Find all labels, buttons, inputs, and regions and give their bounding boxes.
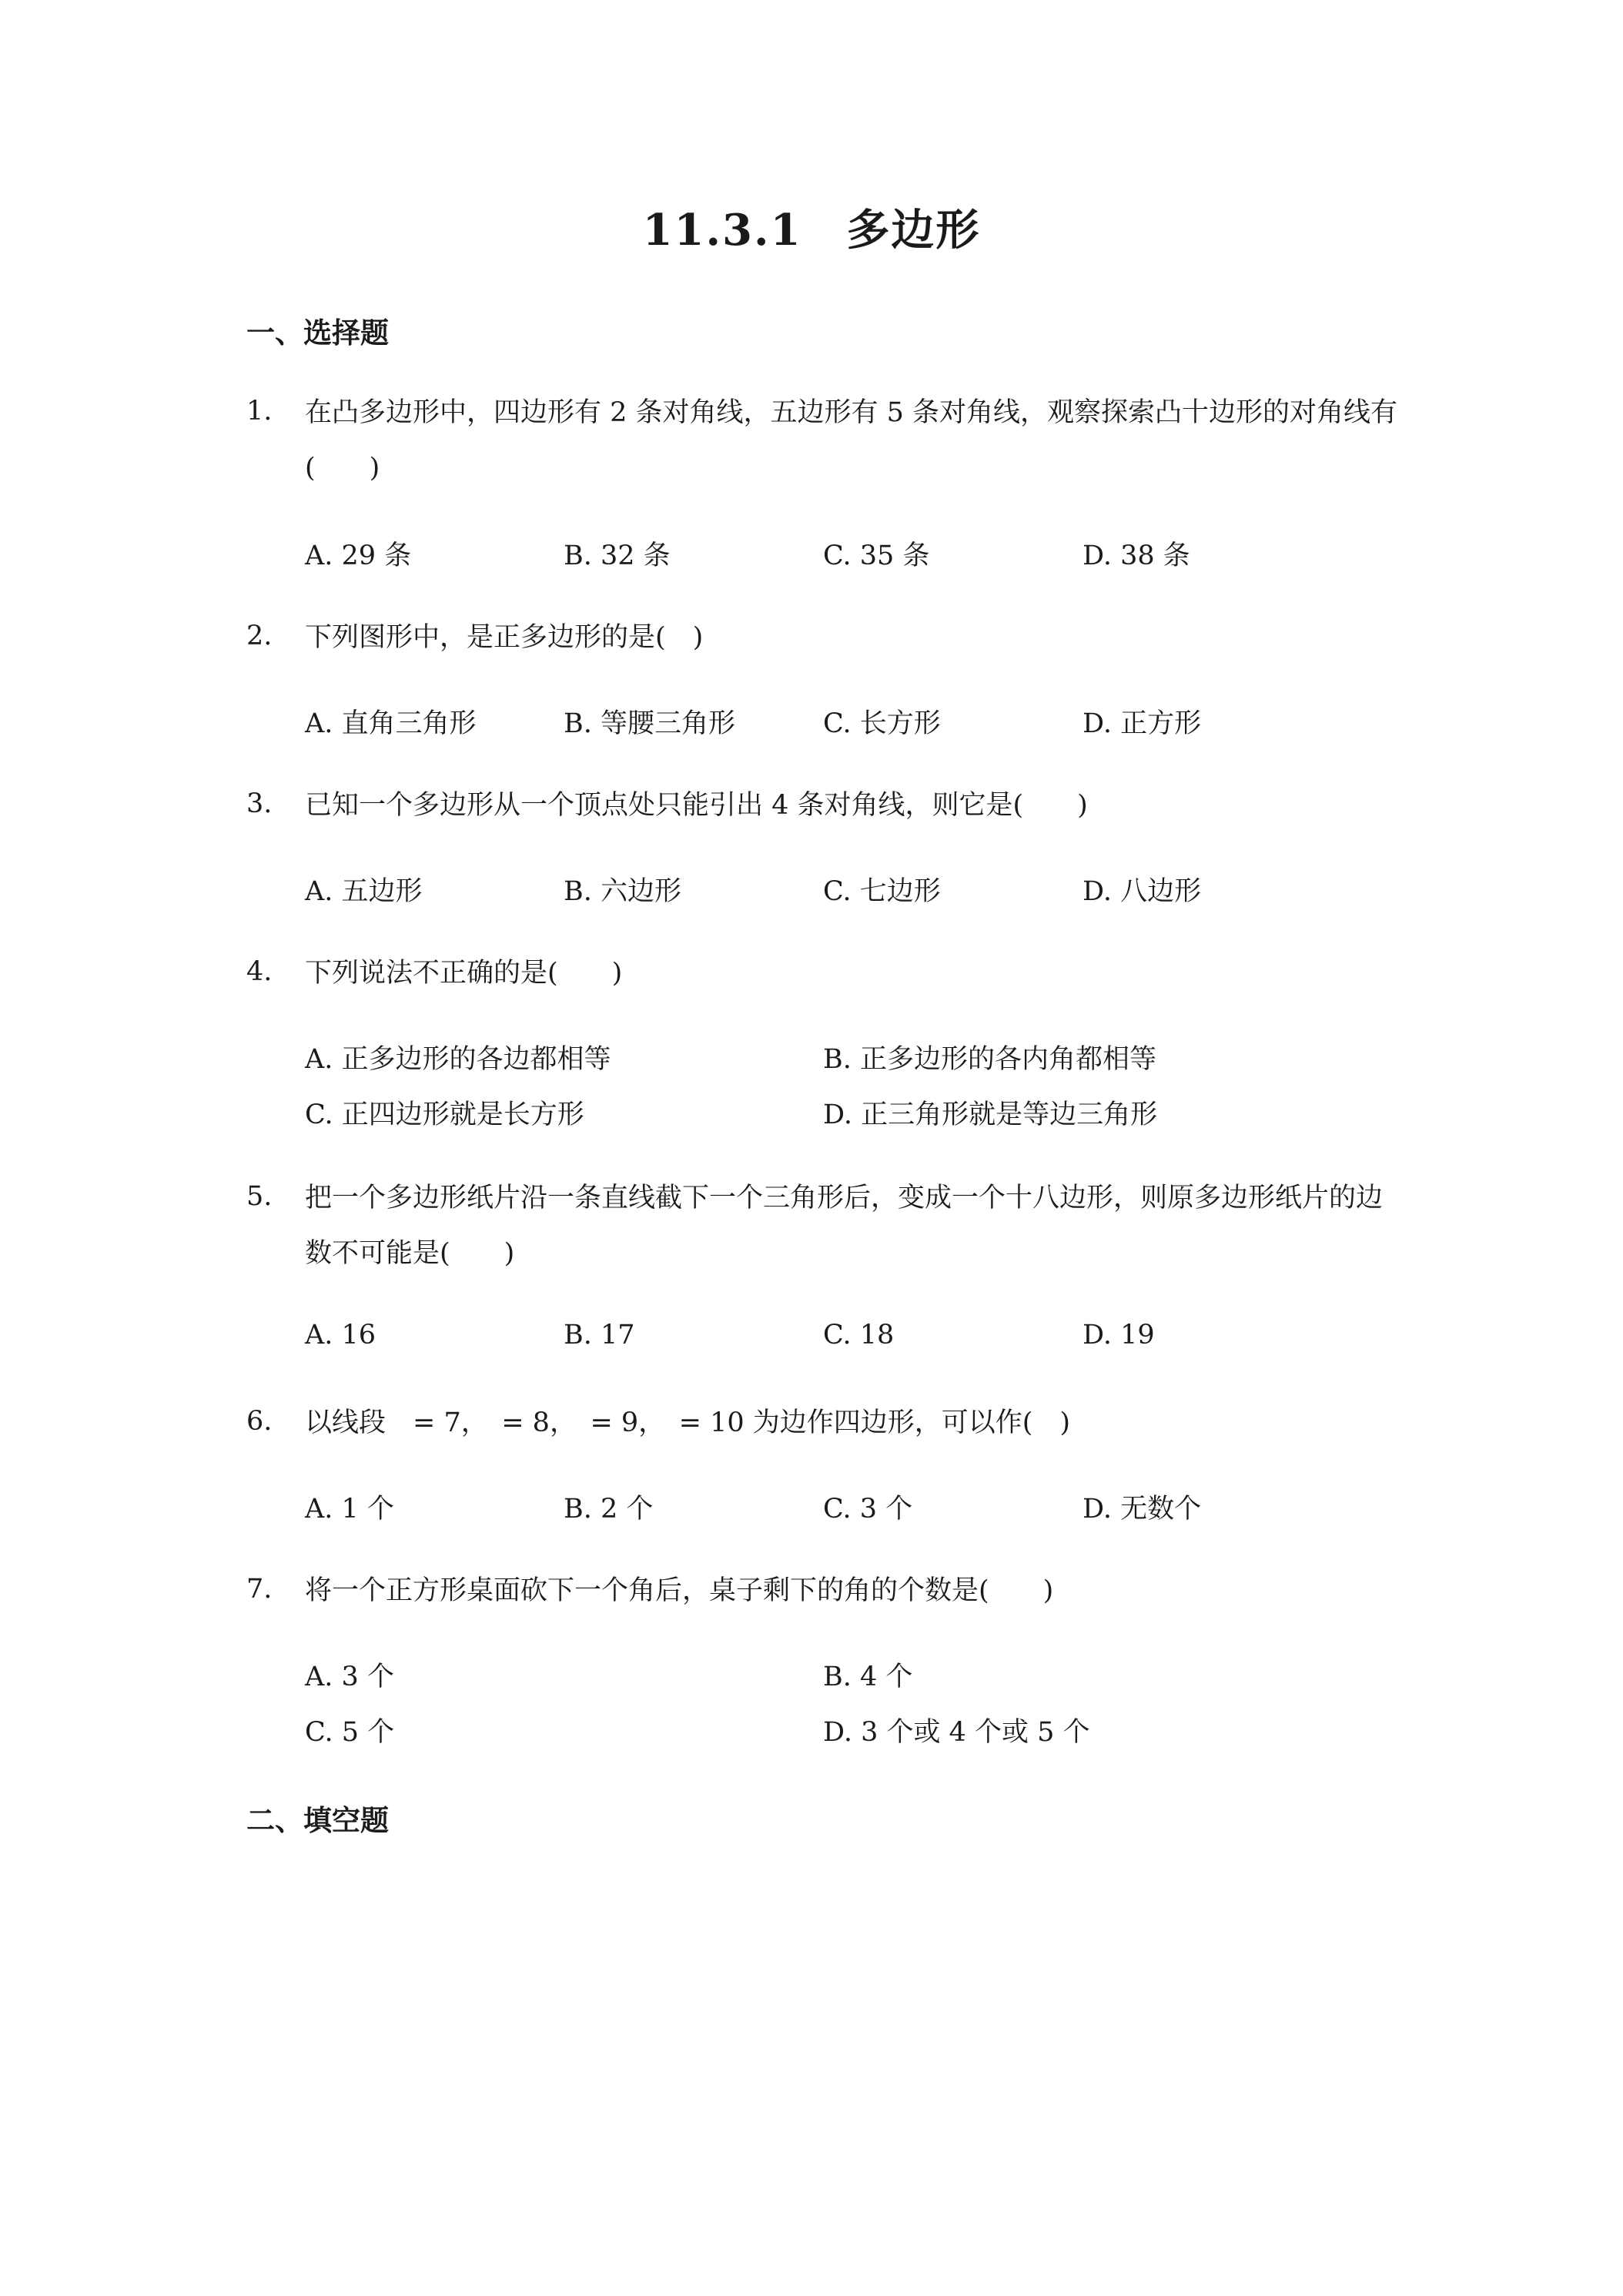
question-7-text: 将一个正方形桌面砍下一个角后，桌子剩下的角的个数是( ) <box>305 1575 1054 1606</box>
question-5-option-b: B. 17 <box>564 1320 635 1350</box>
question-2-number: 2. <box>246 621 273 651</box>
question-1-text: 在凸多边形中，四边形有 2 条对角线，五边形有 5 条对角线，观察探索凸十边形的对角线有( ) <box>305 397 1398 484</box>
question-1-option-a: A. 29 条 <box>305 541 412 571</box>
question-4-text: 下列说法不正确的是( ) <box>305 958 623 989</box>
question-4-option-a: A. 正多边形的各边都相等 <box>305 1044 611 1075</box>
question-3-text: 已知一个多边形从一个顶点处只能引出 4 条对角线，则它是( ) <box>305 790 1088 821</box>
question-4-option-b: B. 正多边形的各内角都相等 <box>823 1044 1156 1075</box>
question-5-number: 5. <box>246 1181 273 1212</box>
question-3-option-c: C. 七边形 <box>823 876 941 907</box>
question-6-option-d: D. 无数个 <box>1083 1494 1202 1525</box>
question-7-option-c: C. 5 个 <box>305 1717 395 1748</box>
question-5-text: 把一个多边形纸片沿一条直线截下一个三角形后，变成一个十八边形，则原多边形纸片的边数不可能是( ) <box>305 1183 1384 1269</box>
question-3-option-a: A. 五边形 <box>305 876 423 907</box>
question-2-option-b: B. 等腰三角形 <box>564 708 735 739</box>
section-heading-choice: 一、选择题 <box>246 316 389 350</box>
question-6-text: 以线段 = 7， = 8， = 9， = 10 为边作四边形，可以作( ) <box>305 1407 1071 1438</box>
page-title: 11.3.1 多边形 <box>642 205 981 256</box>
question-3-number: 3. <box>246 788 273 819</box>
question-1-option-b: B. 32 条 <box>564 541 671 571</box>
question-6-option-b: B. 2 个 <box>564 1494 654 1525</box>
question-4-option-c: C. 正四边形就是长方形 <box>305 1099 584 1130</box>
question-1-option-c: C. 35 条 <box>823 541 930 571</box>
question-7-option-b: B. 4 个 <box>823 1662 913 1692</box>
question-4-option-d: D. 正三角形就是等边三角形 <box>823 1099 1158 1130</box>
section-heading-fill: 二、填空题 <box>246 1804 389 1837</box>
question-7-number: 7. <box>246 1574 273 1605</box>
question-2-option-a: A. 直角三角形 <box>305 708 477 739</box>
question-3-option-b: B. 六边形 <box>564 876 681 907</box>
question-6-number: 6. <box>246 1406 273 1437</box>
question-6-option-c: C. 3 个 <box>823 1494 913 1525</box>
question-7-option-d: D. 3 个或 4 个或 5 个 <box>823 1717 1090 1748</box>
question-2-option-d: D. 正方形 <box>1083 708 1202 739</box>
question-5-option-a: A. 16 <box>305 1320 376 1350</box>
question-4-number: 4. <box>246 956 273 987</box>
question-2-text: 下列图形中，是正多边形的是( ) <box>305 622 704 653</box>
question-2-option-c: C. 长方形 <box>823 708 941 739</box>
question-1-option-d: D. 38 条 <box>1083 541 1190 571</box>
question-5-option-c: C. 18 <box>823 1320 895 1350</box>
question-1-number: 1. <box>246 396 273 427</box>
question-6-option-a: A. 1 个 <box>305 1494 394 1525</box>
question-7-option-a: A. 3 个 <box>305 1662 394 1692</box>
question-3-option-d: D. 八边形 <box>1083 876 1202 907</box>
question-5-option-d: D. 19 <box>1083 1320 1155 1350</box>
